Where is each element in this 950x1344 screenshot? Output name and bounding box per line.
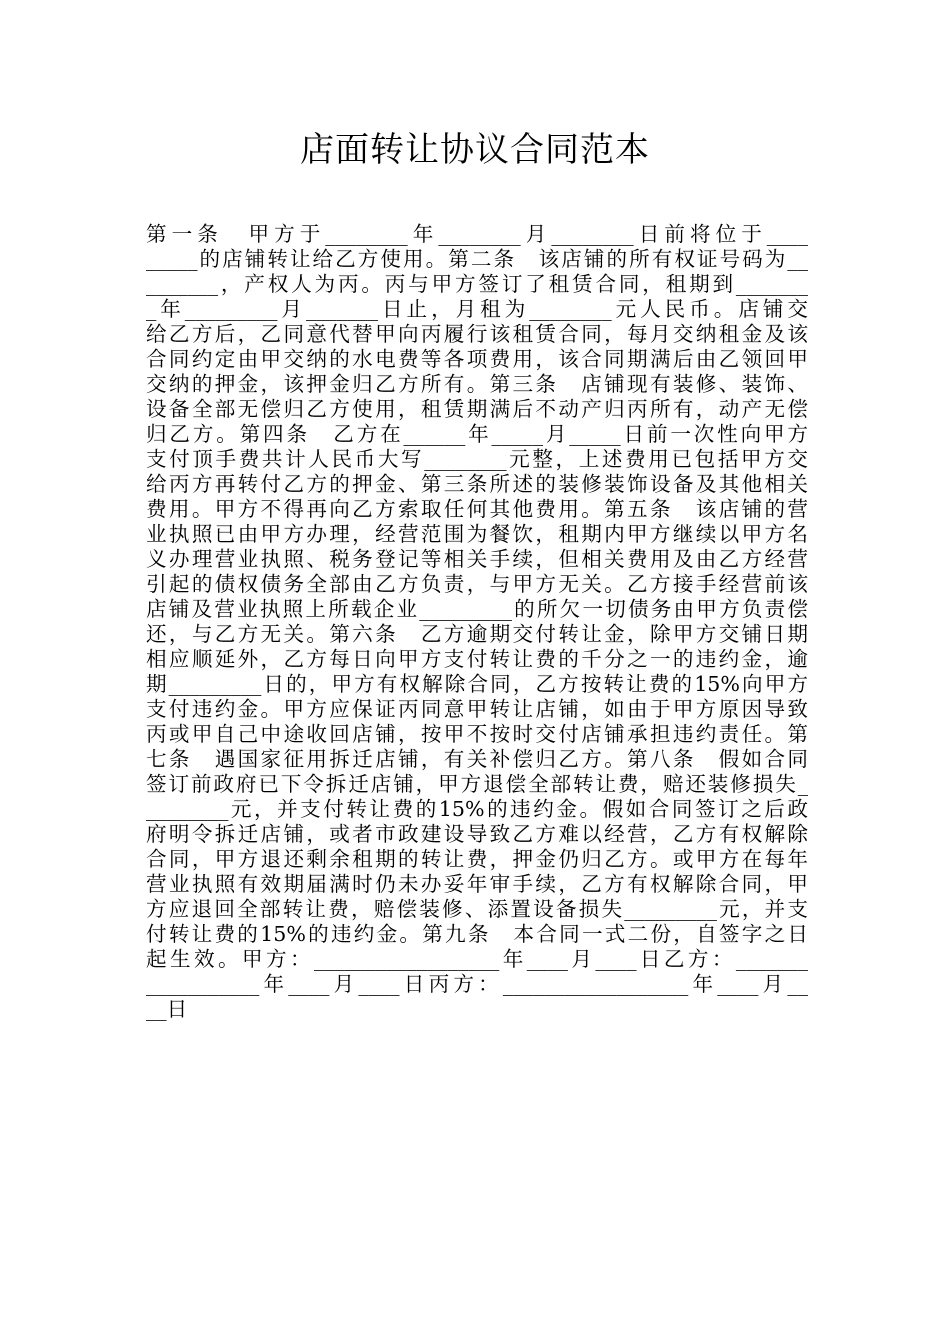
body-line: 丙或甲自己中途收回店铺，按甲不按时交付店铺承担违约责任。第 bbox=[146, 722, 808, 746]
body-line: 付转让费的15%的违约金。第九条 本合同一式二份，自签字之日 bbox=[146, 922, 808, 946]
body-line: 费用。甲方不得再向乙方索取任何其他费用。第五条 该店铺的营 bbox=[146, 497, 808, 521]
contract-body bbox=[146, 222, 808, 1022]
body-line: 支付违约金。甲方应保证丙同意甲转让店铺，如由于甲方原因导致 bbox=[146, 697, 808, 721]
body-line: 相应顺延外，乙方每日向甲方支付转让费的千分之一的违约金，逾 bbox=[146, 647, 808, 671]
body-line: 设备全部无偿归乙方使用，租赁期满后不动产归丙所有，动产无偿 bbox=[146, 397, 808, 421]
signature-line: ___________年____月____日丙方：__________________年____月__ bbox=[146, 972, 808, 996]
body-line: 店铺及营业执照上所载企业_________的所欠一切债务由甲方负责偿 bbox=[146, 597, 808, 621]
body-line: ________元，并支付转让费的15%的违约金。假如合同签订之后政 bbox=[146, 797, 808, 821]
body-line: 府明令拆迁店铺，或者市政建设导致乙方难以经营，乙方有权解除 bbox=[146, 822, 808, 846]
body-line: 义办理营业执照、税务登记等相关手续，但相关费用及由乙方经营 bbox=[146, 547, 808, 571]
signature-line: 起生效。甲方：__________________年____月____日乙方：_______ bbox=[146, 947, 808, 971]
body-line: 第一条 甲方于________年________月________日前将位于____ bbox=[146, 222, 808, 246]
signature-line: __日 bbox=[146, 997, 188, 1021]
body-line: 合同约定由甲交纳的水电费等各项费用，该合同期满后由乙领回甲 bbox=[146, 347, 808, 371]
body-line: 还，与乙方无关。第六条 乙方逾期交付转让金，除甲方交铺日期 bbox=[146, 622, 808, 646]
body-line: 支付顶手费共计人民币大写________元整，上述费用已包括甲方交 bbox=[146, 447, 808, 471]
document-title: 店面转让协议合同范本 bbox=[300, 130, 650, 170]
body-line: 期_________日的，甲方有权解除合同，乙方按转让费的15%向甲方 bbox=[146, 672, 808, 696]
body-line: 签订前政府已下令拆迁店铺，甲方退偿全部转让费，赔还装修损失_ bbox=[146, 772, 808, 796]
body-line: 给乙方后，乙同意代替甲向丙履行该租赁合同，每月交纳租金及该 bbox=[146, 322, 808, 346]
body-line: 合同，甲方退还剩余租期的转让费，押金仍归乙方。或甲方在每年 bbox=[146, 847, 808, 871]
body-line: 给丙方再转付乙方的押金、第三条所述的装修装饰设备及其他相关 bbox=[146, 472, 808, 496]
body-line: 引起的债权债务全部由乙方负责，与甲方无关。乙方接手经营前该 bbox=[146, 572, 808, 596]
body-line: _______，产权人为丙。丙与甲方签订了租赁合同，租期到_______ bbox=[146, 272, 808, 296]
body-line: 业执照已由甲方办理，经营范围为餐饮，租期内甲方继续以甲方名 bbox=[146, 522, 808, 546]
body-line: 交纳的押金，该押金归乙方所有。第三条 店铺现有装修、装饰、 bbox=[146, 372, 808, 396]
body-line: 七条 遇国家征用拆迁店铺，有关补偿归乙方。第八条 假如合同 bbox=[146, 747, 808, 771]
body-line: 归乙方。第四条 乙方在______年_____月_____日前一次性向甲方 bbox=[146, 422, 808, 446]
body-line: _年_________月_______日止，月租为________元人民币。店铺交 bbox=[146, 297, 808, 321]
body-line: 营业执照有效期届满时仍未办妥年审手续，乙方有权解除合同，甲 bbox=[146, 872, 808, 896]
body-line: 方应退回全部转让费，赔偿装修、添置设备损失_________元，并支 bbox=[146, 897, 808, 921]
body-line: _____的店铺转让给乙方使用。第二条 该店铺的所有权证号码为__ bbox=[146, 247, 808, 271]
